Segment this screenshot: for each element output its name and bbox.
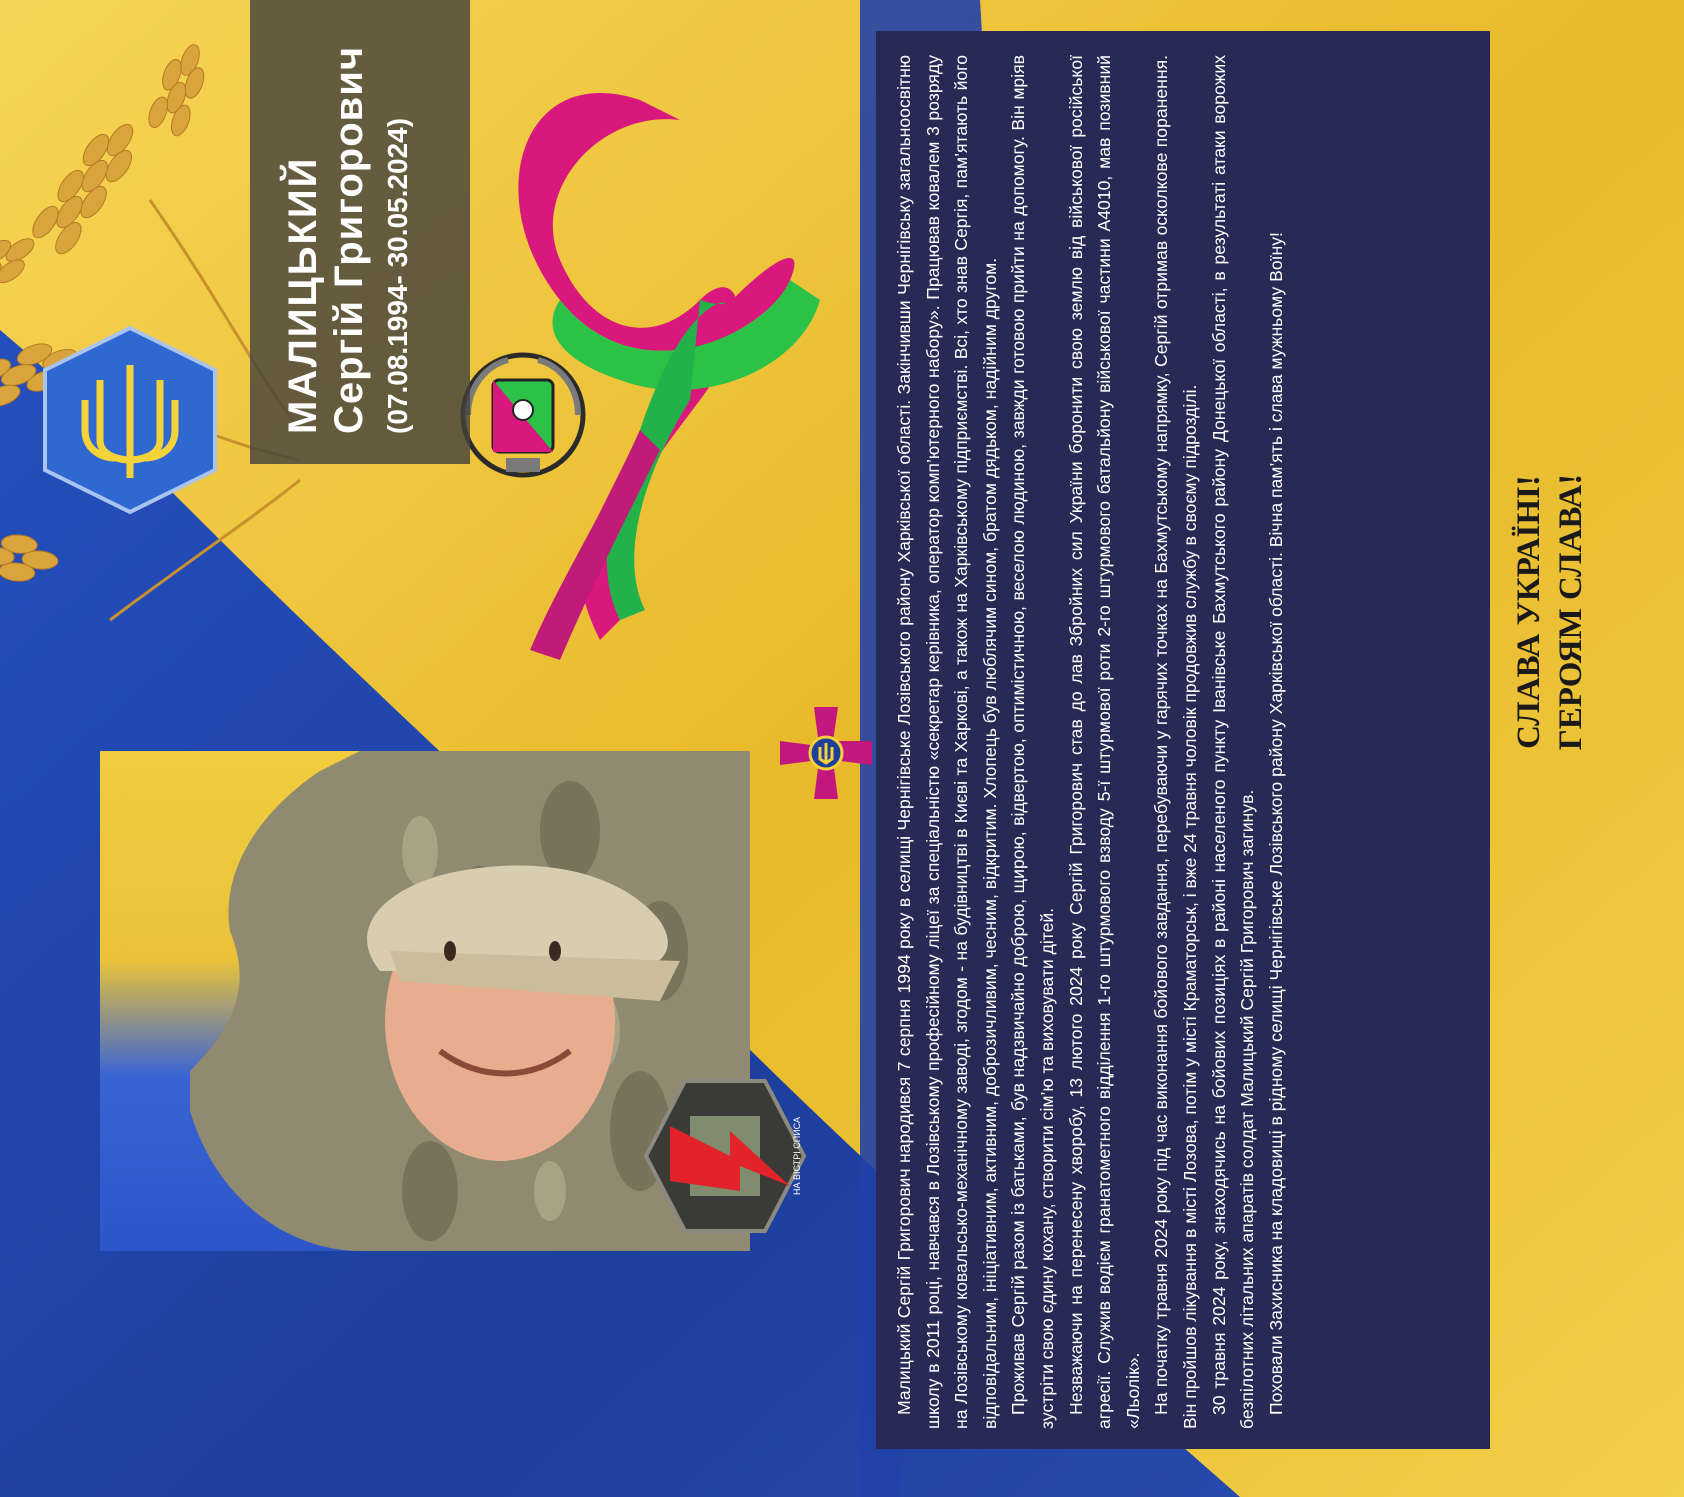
unit-patch-icon <box>640 1071 810 1241</box>
hero-given-name: Сергій Григорович <box>327 45 371 434</box>
hero-surname: МАЛИЦЬКИЙ <box>281 156 325 434</box>
bio-paragraph-2: Проживав Сергій разом із батьками, був надзвичайно доброю, щирою, відвертою, оптимістичною, веселою людиною, завжди готовою прийти на допомогу. Він мріяв зустріти свою єдину кохану, створити сім’ю та виховувати дітей. <box>1008 55 1057 1429</box>
slogan-line-2: ГЕРОЯМ СЛАВА! <box>1553 473 1589 751</box>
bio-paragraph-4: На початку травня 2024 року під час виконання бойового завдання, перебуваючи у гарячих точках на Бахмутському напрямку, Сергій отримав осколкове поранення. Він пройшов лікування в місті Лозова, потім у місті Краматорськ, і вже 24 травня чоловік продовжив службу в своєму підрозділі. <box>1151 55 1200 1429</box>
biography-panel <box>876 31 1490 1449</box>
bio-paragraph-1: Малицький Сергій Григорович народився 7 серпня 1994 року в селищі Чернігівське Лозівського району Харківської області. Закінчивши Чернігівську загальноосвітню школу в 2011 році, навчався в Лозівському професійному ліцеї за спеціальністю «секретар керівника, оператор комп’ютерного набору». Працював ковалем 3 розряду на Лозівському ковальсько-механічному заводі, згодом - на будівництві в Києві та Харкові, а також на Харківському підприємстві. Всі, хто знав Сергія, пам’ятають його відповідальним, ініціативним, активним, доброзичливим, чесним, відкритим. Хлопець був люблячим сином, братом дядьком, надійним другом. <box>894 55 1000 1429</box>
bio-paragraph-5: 30 травня 2024 року, знаходячись на бойових позиціях в районі населеного пункту Іванівське Бахмутського району Донецької області, в результаті атаки ворожих безпілотних літальних апаратів солдат Малицький Сергій Григорович загинув. <box>1208 55 1258 1429</box>
slogan <box>1508 312 1608 912</box>
patch-caption: НА ВІСТРІ СПИСА <box>792 1117 802 1195</box>
slogan-line-1: СЛАВА УКРАЇНІ! <box>1511 475 1547 749</box>
name-panel <box>250 0 470 464</box>
hero-dates: (07.08.1994- 30.05.2024) <box>382 117 413 434</box>
bio-paragraph-6: Поховали Захисника на кладовищі в рідному селищі Чернігівське Лозівського району Харківської області. Вічна пам’ять і слава мужньому Воїну! <box>1265 232 1286 1415</box>
bio-paragraph-3: Незважаючи на перенесену хворобу, 13 лютого 2024 року Сергій Григорович став до лав Збройних сил України боронити свою землю від військової російської агресії. Служив водієм гранатометного відділення 1-го штурмового взводу 5-ї штурмової роти 2-го штурмового батальйону військової частини А4010, мав позивний «Льолік». <box>1065 55 1143 1429</box>
